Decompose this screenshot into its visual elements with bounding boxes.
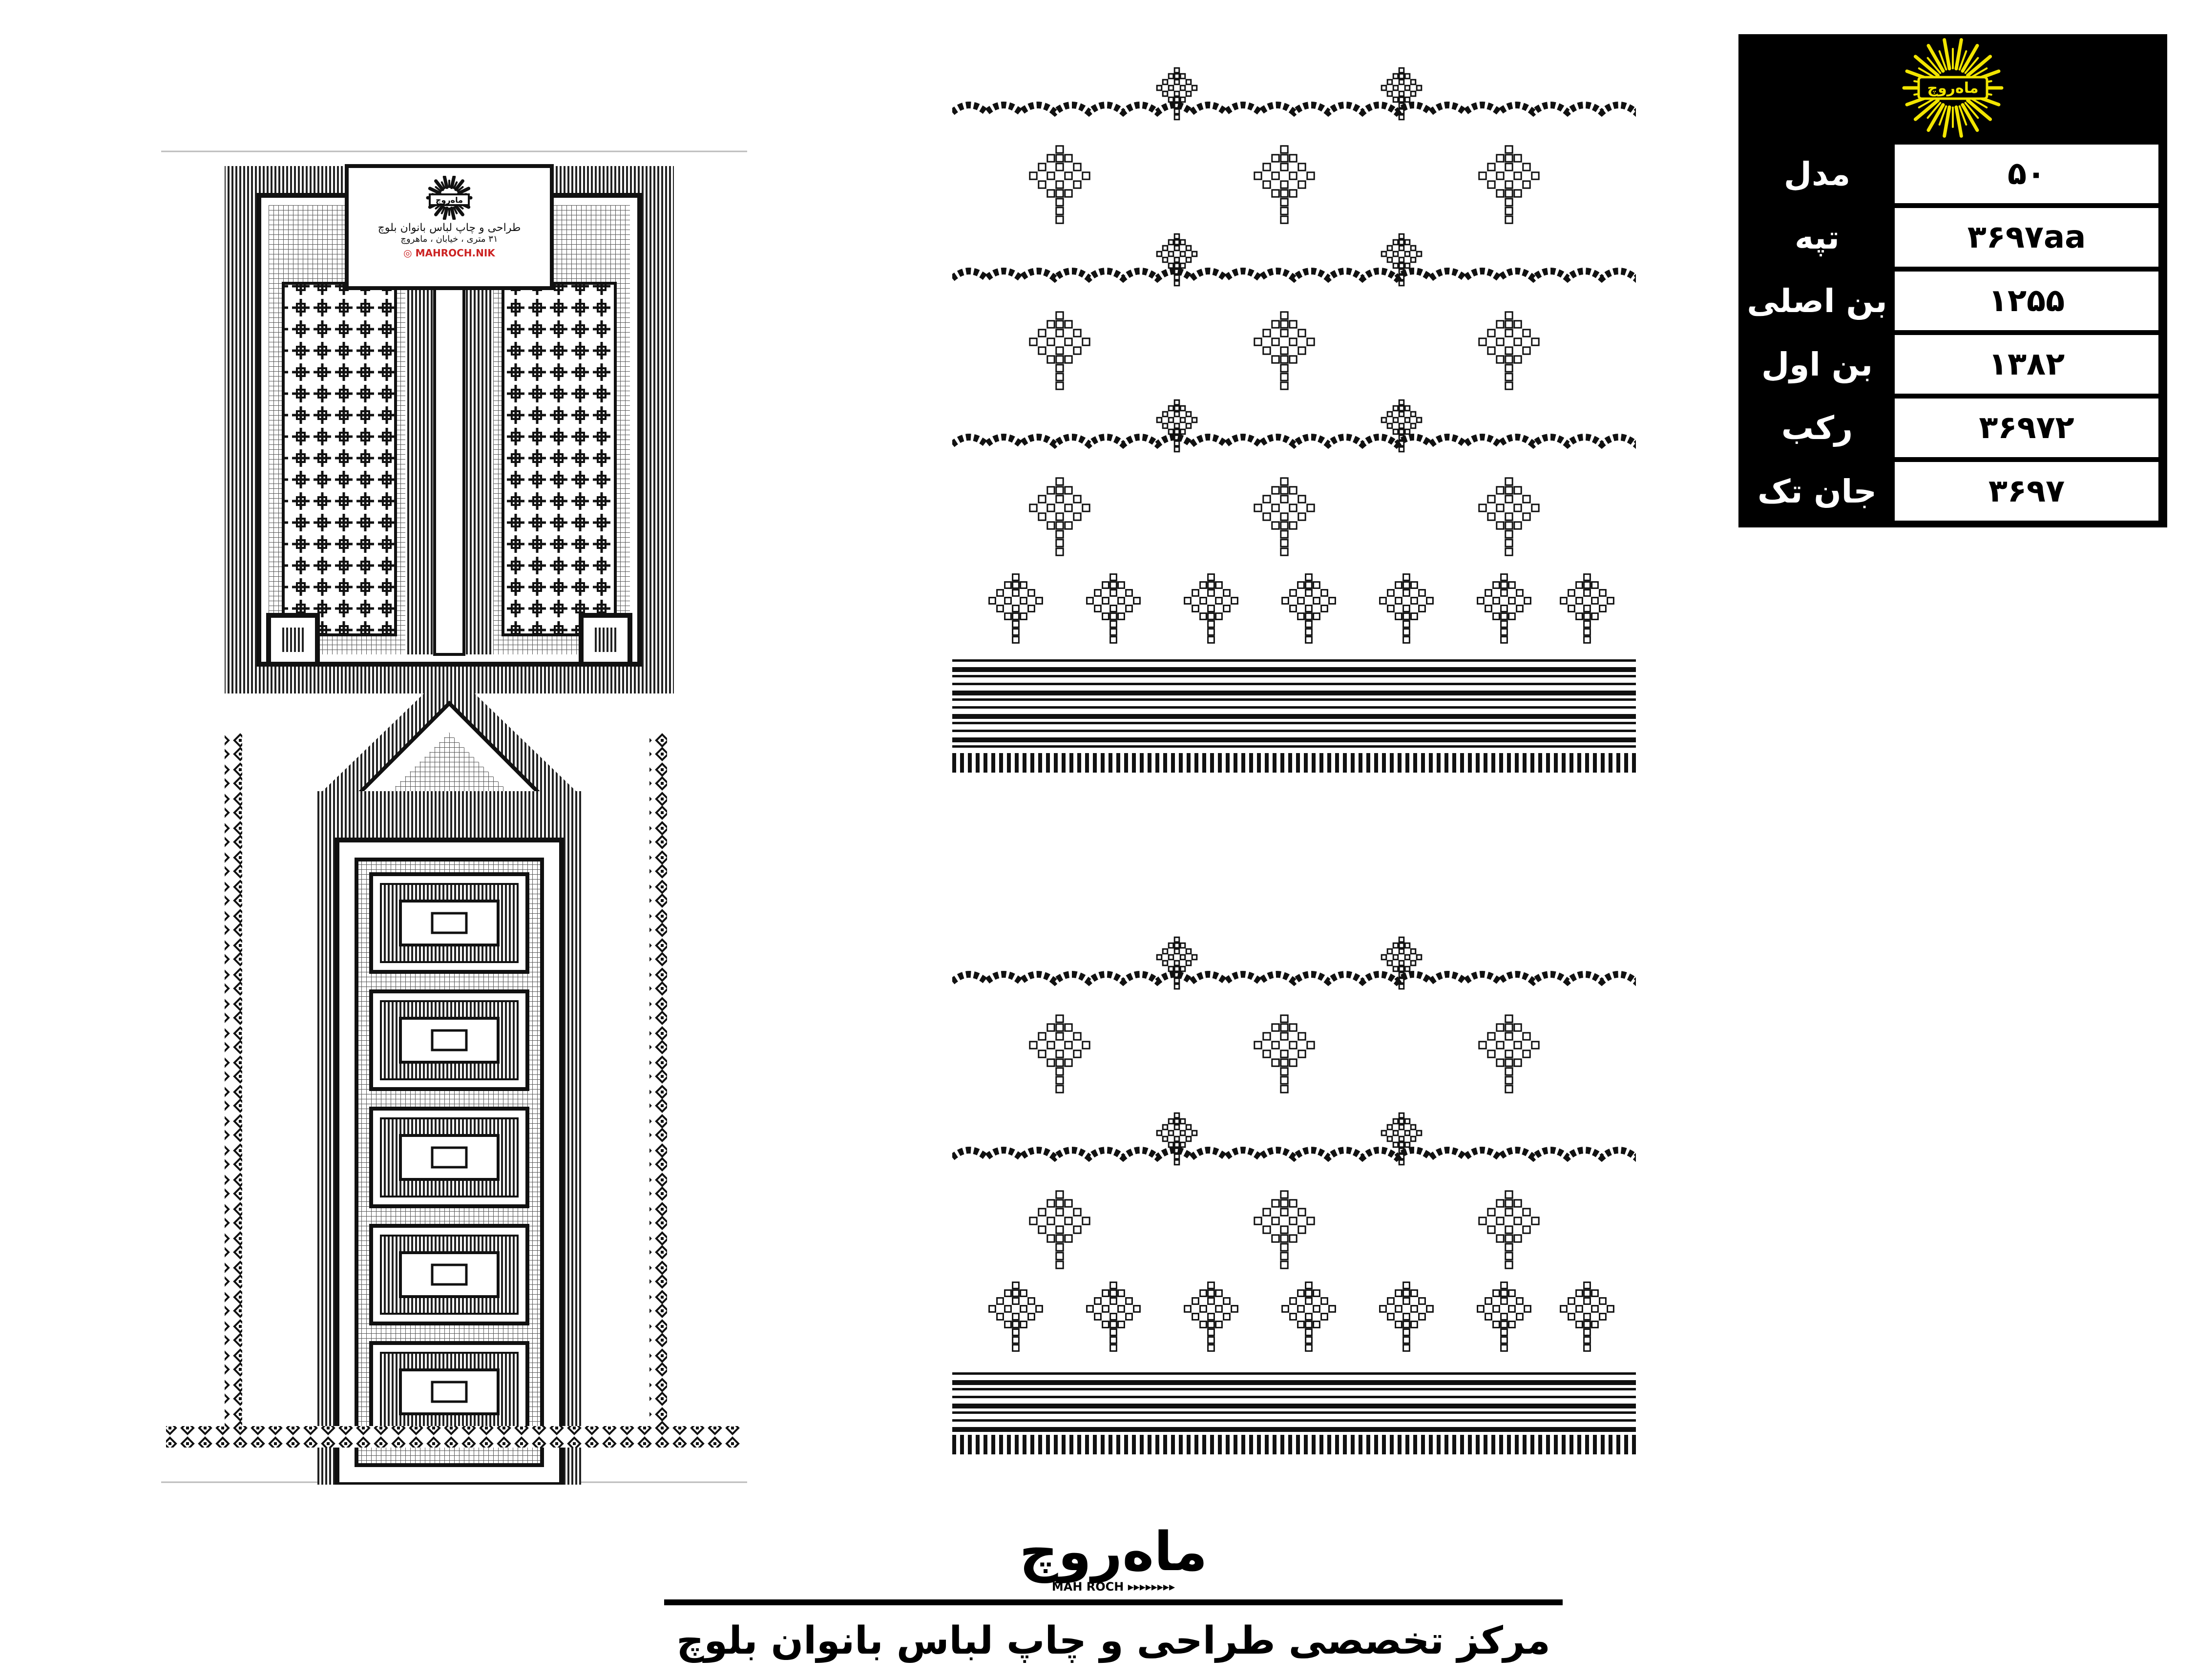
spec-row-label: رکب [1781,409,1853,447]
spec-row [1738,269,2167,333]
border-pattern-top [952,34,1636,816]
cross-stitch-motif [1561,1282,1614,1351]
cross-stitch-motif [1087,1282,1140,1351]
cross-stitch-motif [1255,146,1314,223]
fringe-tick [1601,1435,1605,1454]
zigzag-band [952,974,1636,982]
fringe-tick [1507,753,1511,773]
fringe-tick [1319,1435,1323,1454]
footer-logo [1016,1520,1211,1597]
fringe-tick [1437,1435,1441,1454]
fringe-tick [1562,753,1566,773]
fringe-tick [1077,1435,1081,1454]
spec-logo-name: ماه‌روچ [1927,80,1979,97]
stripe [952,1380,1636,1385]
fringe-tick [1468,753,1472,773]
fringe-tick [1124,1435,1128,1454]
fringe-tick [1319,753,1323,773]
fringe-tick [1343,1435,1347,1454]
cross-stitch-motif [1381,234,1422,286]
fringe-tick [1569,753,1573,773]
fringe-tick [1523,1435,1527,1454]
fringe-tick [1374,753,1378,773]
stripe [952,1411,1636,1414]
fringe-tick [1030,753,1034,773]
fringe-tick [976,753,980,773]
fringe-tick [1585,1435,1589,1454]
zigzag-band [952,437,1636,444]
cross-stitch-motif [1381,68,1422,120]
cross-stitch-motif [1255,312,1314,389]
fringe-tick [1023,1435,1026,1454]
stripe [952,659,1636,662]
fringe-tick [1241,753,1245,773]
stripe [952,730,1636,732]
fringe-tick [1327,1435,1331,1454]
fringe-tick [1304,753,1308,773]
spec-row-label: مدل [1783,155,1851,193]
spec-row-value: ۱۲۵۵ [1895,272,2158,330]
cross-stitch-motif [1255,1015,1314,1092]
instagram-icon: ◎ [403,247,412,259]
cross-stitch-motif [1030,1191,1089,1268]
spec-row-value: ۵۰ [1895,145,2158,203]
fringe-tick [1210,753,1214,773]
dress-front-pattern [161,147,747,1485]
fringe-tick [1452,1435,1456,1454]
spec-table [1738,34,2167,527]
mockup-brand-label [352,171,547,288]
fringe-tick [1507,1435,1511,1454]
fringe-tick [1499,753,1503,773]
cross-stitch-motif [1157,1113,1197,1165]
panel-box [432,1382,466,1402]
fringe-tick [1218,1435,1222,1454]
fringe-tick [1609,1435,1612,1454]
spec-row-label: بن اول [1761,345,1873,383]
cross-stitch-motif [1479,312,1539,389]
fringe-tick [1069,1435,1073,1454]
spec-row-value: ۳۶۹۷ [1895,462,2158,521]
fringe-tick [952,753,956,773]
mockup-instagram [352,247,547,259]
zigzag-band [952,271,1636,278]
fringe-tick [1265,1435,1269,1454]
fringe-tick [1249,1435,1253,1454]
fringe-tick [1632,1435,1636,1454]
fringe-tick [1429,1435,1433,1454]
fringe-tick [1616,1435,1620,1454]
fringe-tick [1444,1435,1448,1454]
cross-stitch-motif [1255,478,1314,555]
fringe-tick [1038,753,1042,773]
cross-stitch-motif [1561,574,1614,643]
fringe-tick [1155,1435,1159,1454]
fringe-tick [1312,1435,1316,1454]
cross-stitch-motif [1381,400,1422,452]
fringe-tick [1351,1435,1355,1454]
fringe-tick [1530,753,1534,773]
panel-box [432,1148,466,1167]
fringe-tick [1359,753,1362,773]
fringe-tick [1007,1435,1011,1454]
cross-stitch-motif [1478,574,1531,643]
cross-stitch-motif [989,574,1043,643]
fringe-tick [1093,753,1097,773]
panel-box [432,1265,466,1284]
sun-logo-icon [415,176,483,220]
spec-row-label: تپه [1795,218,1840,256]
stripe [952,675,1636,677]
fringe-tick [1249,753,1253,773]
zigzag-band [952,105,1636,112]
fringe-tick [1046,1435,1050,1454]
fringe-tick [1390,753,1394,773]
stripe [952,1372,1636,1375]
fringe-tick [1109,1435,1112,1454]
stripe [952,691,1636,695]
fringe-tick [1382,1435,1386,1454]
fringe-tick [1405,1435,1409,1454]
fringe-tick [1234,1435,1237,1454]
fringe-tick [1155,753,1159,773]
fringe-tick [1234,753,1237,773]
fringe-tick [1054,753,1058,773]
mockup-logo-name: ماه‌روچ [435,195,463,205]
fringe-tick [1046,753,1050,773]
fringe-tick [1226,753,1230,773]
fringe-tick [1421,753,1425,773]
footer-logo-name: ماه‌روچ [1019,1520,1208,1583]
cross-stitch-motif [1157,937,1197,989]
fringe-tick [1405,753,1409,773]
fringe-tick [1101,753,1105,773]
fringe-tick [1523,753,1527,773]
fringe-tick [991,753,995,773]
fringe-tick [1163,1435,1167,1454]
fringe-tick [1085,1435,1089,1454]
spec-row [1738,396,2167,460]
fringe-tick [1288,1435,1292,1454]
fringe-tick [1335,753,1339,773]
footer-logo-arrows: ▸▸▸▸▸▸▸▸ [1128,1580,1175,1594]
spec-row-label: بن اصلی [1747,282,1887,320]
fringe-tick [1421,1435,1425,1454]
cross-stitch-motif [1030,146,1089,223]
fringe-tick [1468,1435,1472,1454]
cross-stitch-motif [1030,478,1089,555]
cross-stitch-motif [1030,312,1089,389]
fringe-tick [1460,1435,1464,1454]
fringe-tick [1312,753,1316,773]
cross-stitch-motif [1157,234,1197,286]
fringe-tick [1577,1435,1581,1454]
cross-stitch-motif [1185,574,1238,643]
fringe-tick [1335,1435,1339,1454]
spec-row-label: جان تک [1757,472,1877,510]
fringe-tick [1194,753,1198,773]
stripe [952,1404,1636,1408]
fringe-tick [1132,1435,1136,1454]
fringe-tick [1187,1435,1191,1454]
zigzag-band [952,1150,1636,1157]
spec-row-value: ۱۳۸۲ [1895,335,2158,394]
fringe-tick [1476,1435,1480,1454]
fringe-tick [1062,753,1066,773]
fringe-tick [1460,753,1464,773]
fringe-tick [1007,753,1011,773]
fringe-tick [952,1435,956,1454]
fringe-tick [968,753,972,773]
stripe [952,683,1636,685]
footer-logo-latin: MAH ROCH [1051,1580,1124,1594]
fringe-tick [1366,753,1370,773]
cross-stitch-motif [1282,574,1336,643]
fringe-tick [1038,1435,1042,1454]
fringe-tick [1030,1435,1034,1454]
stripe [952,1388,1636,1390]
fringe-tick [1257,1435,1261,1454]
fringe-tick [1210,1435,1214,1454]
fringe-tick [1054,1435,1058,1454]
spec-row [1738,332,2167,397]
fringe-tick [1077,753,1081,773]
spec-row [1738,142,2167,206]
fringe-tick [1484,753,1487,773]
fringe-tick [1116,753,1120,773]
fringe-tick [1069,753,1073,773]
fringe-tick [1140,753,1144,773]
front-panel-boxes [371,874,527,1441]
fringe-tick [1085,753,1089,773]
fringe-tick [1546,753,1550,773]
fringe-tick [1491,1435,1495,1454]
fringe-tick [1569,1435,1573,1454]
sun-logo-icon [1738,34,2167,142]
fringe-tick [1280,1435,1284,1454]
fringe-tick [1171,753,1175,773]
cross-stitch-motif [1255,1191,1314,1268]
cross-stitch-motif [1478,1282,1531,1351]
fringe-tick [1593,1435,1597,1454]
fringe-tick [1343,753,1347,773]
footer-tagline: مرکز تخصصی طراحی و چاپ لباس بانوان بلوچ [676,1619,1550,1663]
fringe-tick [1304,1435,1308,1454]
fringe-tick [1609,753,1612,773]
cross-stitch-motif [1185,1282,1238,1351]
fringe-tick [1382,753,1386,773]
mockup-line2: ۳۱ متری ، خیابان ، ماهروچ [400,234,498,244]
fringe-tick [960,753,964,773]
fringe-tick [1366,1435,1370,1454]
fringe-tick [1554,1435,1558,1454]
fringe-tick [1101,1435,1105,1454]
fringe-tick [1585,753,1589,773]
footer-divider [664,1599,1563,1605]
spec-row [1738,459,2167,524]
cross-stitch-motif [989,1282,1043,1351]
fringe-tick [1538,753,1542,773]
fringe-tick [1429,753,1433,773]
fringe-tick [1476,753,1480,773]
fringe-tick [1273,753,1276,773]
fringe-tick [1179,1435,1183,1454]
fringe-tick [1171,1435,1175,1454]
fringe-tick [1132,753,1136,773]
fringe-tick [1577,753,1581,773]
fringe-tick [1437,753,1441,773]
fringe-tick [1148,753,1151,773]
fringe-tick [1109,753,1112,773]
fringe-tick [1398,1435,1402,1454]
stripe [952,698,1636,701]
cross-stitch-motif [1479,1015,1539,1092]
fringe-tick [1452,753,1456,773]
fringe-tick [1202,1435,1206,1454]
fringe-tick [1390,1435,1394,1454]
panel-box [432,1030,466,1050]
cross-stitch-motif [1381,1113,1422,1165]
fringe-tick [1062,1435,1066,1454]
fringe-tick [1601,753,1605,773]
fringe-tick [1398,753,1402,773]
fringe-tick [1444,753,1448,773]
fringe-tick [1530,1435,1534,1454]
stripe [952,1419,1636,1422]
fringe-tick [1351,753,1355,773]
stripe [952,1396,1636,1398]
fringe-tick [1515,1435,1519,1454]
fringe-tick [1015,1435,1019,1454]
cross-stitch-motif [1380,1282,1433,1351]
cross-stitch-motif [1479,478,1539,555]
fringe-tick [983,753,987,773]
fringe-tick [1148,1435,1151,1454]
fringe-tick [1202,753,1206,773]
fringe-tick [1554,753,1558,773]
pattern-swatch-bottom [952,923,1636,1485]
fringe-tick [1280,753,1284,773]
cross-stitch-motif [1157,400,1197,452]
fringe-tick [1491,753,1495,773]
cross-stitch-motif [1030,1015,1089,1092]
fringe-tick [1515,753,1519,773]
stripe [952,667,1636,672]
fringe-tick [1593,753,1597,773]
fringe-tick [1218,753,1222,773]
spec-row-value: ۳۶۹۷aa [1895,208,2158,267]
stripe [952,706,1636,709]
fringe-tick [1093,1435,1097,1454]
fringe-tick [1288,753,1292,773]
fringe-tick [976,1435,980,1454]
fringe-tick [1374,1435,1378,1454]
pattern-swatch-top [952,34,1636,816]
fringe-tick [999,753,1003,773]
fringe-tick [1632,753,1636,773]
stripe [952,737,1636,742]
stripe [952,745,1636,748]
stripe [952,722,1636,724]
fringe-tick [1296,753,1300,773]
spec-row [1738,205,2167,270]
stripe [952,714,1636,719]
fringe-tick [1187,753,1191,773]
mockup-instagram-handle: MAHROCH.NIK [415,247,495,259]
fringe-tick [1179,753,1183,773]
fringe-tick [1624,753,1628,773]
fringe-tick [1413,1435,1417,1454]
border-pattern-bottom [952,923,1636,1485]
mockup-line1: طراحی و چاپ لباس بانوان بلوچ [377,222,521,234]
fringe-tick [1359,1435,1362,1454]
fringe-tick [991,1435,995,1454]
fringe-tick [1023,753,1026,773]
fringe-tick [999,1435,1003,1454]
fringe-tick [1140,1435,1144,1454]
fringe-tick [1116,1435,1120,1454]
fringe-tick [1015,753,1019,773]
cross-stitch-motif [1381,937,1422,989]
fringe-tick [1163,753,1167,773]
fringe-tick [1624,1435,1628,1454]
cross-stitch-motif [1087,574,1140,643]
cross-stitch-motif [1282,1282,1336,1351]
fringe-tick [1546,1435,1550,1454]
fringe-tick [1296,1435,1300,1454]
spec-logo-cell [1738,34,2167,142]
fringe-tick [1257,753,1261,773]
cross-stitch-motif [1479,1191,1539,1268]
fringe-tick [1194,1435,1198,1454]
fringe-tick [960,1435,964,1454]
fringe-tick [968,1435,972,1454]
fringe-tick [1327,753,1331,773]
fringe-tick [1538,1435,1542,1454]
stripe [952,1427,1636,1432]
fringe-tick [1265,753,1269,773]
dress-front-panel [161,147,747,1485]
fringe-tick [1484,1435,1487,1454]
fringe-tick [1413,753,1417,773]
fringe-tick [1562,1435,1566,1454]
cross-stitch-motif [1479,146,1539,223]
fringe-tick [1499,1435,1503,1454]
fringe-tick [1273,1435,1276,1454]
panel-box [432,913,466,933]
fringe-tick [983,1435,987,1454]
cross-stitch-motif [1157,68,1197,120]
fringe-tick [1241,1435,1245,1454]
fringe-tick [1124,753,1128,773]
cross-stitch-motif [1380,574,1433,643]
fringe-tick [1226,1435,1230,1454]
spec-row-value: ۳۶۹۷۲ [1895,399,2158,457]
fringe-tick [1616,753,1620,773]
